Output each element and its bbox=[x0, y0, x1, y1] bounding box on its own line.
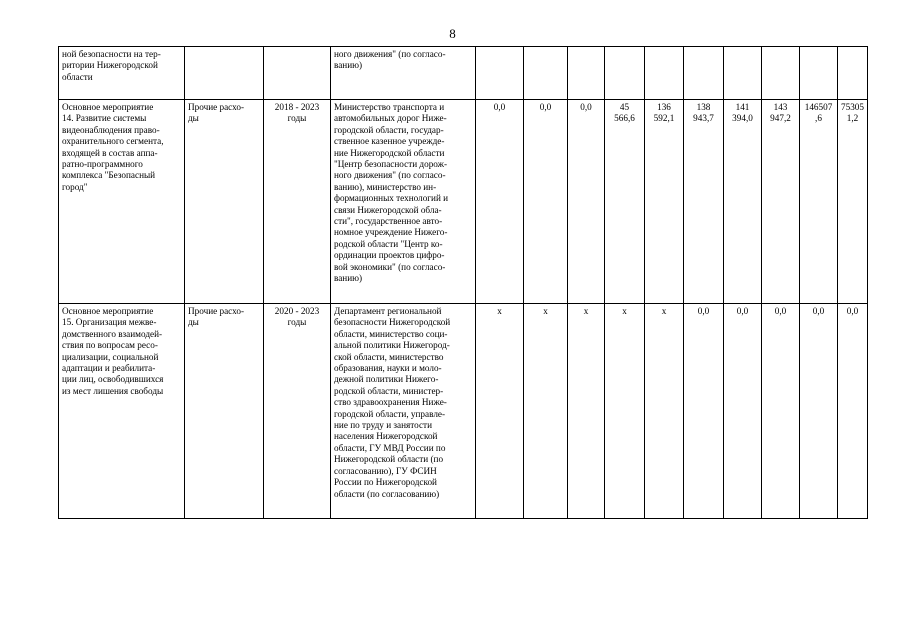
executor-cell-line: Нижегородской области (по bbox=[334, 454, 444, 465]
measure-name-cell-line: из мест лишения свободы bbox=[62, 385, 164, 396]
value-cell-line: 0,0 bbox=[580, 102, 592, 112]
executor-cell-line: ской области, министерство bbox=[334, 351, 444, 362]
executor-cell-line: ванию) bbox=[334, 273, 363, 284]
value-cell bbox=[838, 100, 868, 304]
executor-cell-line: ванию) bbox=[334, 60, 363, 71]
value-cell-line: x bbox=[622, 306, 627, 316]
executor-cell-line: номное учреждение Нижего- bbox=[334, 227, 448, 238]
value-cell bbox=[645, 304, 684, 519]
measure-name-cell-line: ствия по вопросам ресо- bbox=[62, 340, 158, 351]
table-row bbox=[59, 100, 868, 304]
value-cell bbox=[524, 47, 568, 100]
value-cell bbox=[838, 304, 868, 519]
executor-cell-line: образования, науки и моло- bbox=[334, 363, 442, 374]
value-cell-line: 141 bbox=[735, 102, 750, 112]
measure-name-cell-line: 14. Развитие системы bbox=[62, 113, 147, 124]
measure-name-cell-line: ратно-программного bbox=[62, 159, 143, 170]
value-cell bbox=[762, 100, 800, 304]
expense-type-cell bbox=[185, 304, 264, 519]
value-cell-line: 1,2 bbox=[846, 113, 859, 124]
page-number: 8 bbox=[449, 26, 456, 41]
executor-cell-line: России по Нижегородской bbox=[334, 477, 437, 488]
measure-name-cell-line: Основное мероприятие bbox=[62, 102, 154, 112]
executor-cell-line: сти", государственное авто- bbox=[334, 216, 443, 227]
executor-cell-line: Департамент региональной bbox=[334, 306, 442, 316]
value-cell bbox=[800, 47, 838, 100]
value-cell-line: 0,0 bbox=[736, 306, 749, 316]
executor-cell-line: ванию), министерство ин- bbox=[334, 181, 437, 192]
value-cell bbox=[605, 47, 645, 100]
value-cell bbox=[762, 304, 800, 519]
value-cell bbox=[724, 100, 762, 304]
value-cell bbox=[684, 100, 724, 304]
executor-cell-line: ство здравоохранения Ниже- bbox=[334, 397, 447, 408]
value-cell bbox=[724, 304, 762, 519]
expense-type-cell-line: Прочие расхо- bbox=[188, 306, 245, 316]
value-cell bbox=[645, 100, 684, 304]
table-row bbox=[59, 47, 868, 100]
measure-name-cell-line: области bbox=[62, 71, 93, 82]
executor-cell-line: городской области, управле- bbox=[334, 408, 446, 419]
value-cell bbox=[800, 304, 838, 519]
years-cell-line: 2018 - 2023 bbox=[274, 102, 320, 112]
value-cell-line: 0,0 bbox=[493, 102, 506, 112]
value-cell bbox=[568, 47, 605, 100]
measure-name-cell bbox=[59, 47, 185, 100]
executor-cell-line: Министерство транспорта и bbox=[334, 102, 445, 112]
value-cell-line: 45 bbox=[619, 102, 630, 112]
value-cell-line: x bbox=[543, 306, 548, 316]
value-cell bbox=[568, 304, 605, 519]
measure-name-cell bbox=[59, 100, 185, 304]
executor-cell-line: ного движения" (по согласо- bbox=[334, 49, 446, 59]
years-cell-line: годы bbox=[287, 317, 307, 328]
value-cell-line: 146507 bbox=[804, 102, 833, 112]
executor-cell-line: альной политики Нижегород- bbox=[334, 340, 450, 351]
executor-cell-line: вой экономики" (по согласо- bbox=[334, 261, 446, 272]
value-cell bbox=[724, 47, 762, 100]
executor-cell-line: области (по согласованию) bbox=[334, 488, 440, 499]
value-cell bbox=[800, 100, 838, 304]
executor-cell bbox=[331, 100, 476, 304]
value-cell-line: 0,0 bbox=[846, 306, 859, 316]
expense-type-cell-line: ды bbox=[188, 113, 199, 124]
measure-name-cell-line: ной безопасности на тер- bbox=[62, 49, 161, 59]
executor-cell-line: формационных технологий и bbox=[334, 193, 449, 204]
value-cell bbox=[838, 47, 868, 100]
value-cell bbox=[605, 100, 645, 304]
value-cell bbox=[645, 47, 684, 100]
years-cell bbox=[264, 100, 331, 304]
value-cell bbox=[684, 47, 724, 100]
expense-type-cell-line: Прочие расхо- bbox=[188, 102, 245, 112]
value-cell-line: 394,0 bbox=[732, 113, 753, 124]
value-cell-line: 947,2 bbox=[770, 113, 791, 124]
value-cell bbox=[476, 100, 524, 304]
value-cell-line: 592,1 bbox=[653, 113, 675, 124]
value-cell-line: 0,0 bbox=[812, 306, 825, 316]
value-cell bbox=[524, 100, 568, 304]
executor-cell-line: ние по труду и занятости bbox=[334, 420, 432, 431]
value-cell bbox=[476, 47, 524, 100]
value-cell-line: 943,7 bbox=[693, 113, 714, 124]
value-cell-line: 0,0 bbox=[697, 306, 710, 316]
executor-cell-line: "Центр безопасности дорож- bbox=[334, 159, 448, 170]
executor-cell-line: ного движения" (по согласо- bbox=[334, 170, 446, 181]
value-cell bbox=[684, 304, 724, 519]
executor-cell-line: родской области "Центр ко- bbox=[334, 238, 443, 249]
measure-name-cell-line: адаптации и реабилита- bbox=[62, 363, 156, 374]
executor-cell bbox=[331, 304, 476, 519]
value-cell-line: 138 bbox=[696, 102, 711, 112]
value-cell-line: x bbox=[661, 306, 667, 316]
executor-cell-line: области, министерство соци- bbox=[334, 328, 448, 339]
measure-name-cell-line: видеонаблюдения право- bbox=[62, 124, 160, 135]
executor-cell-line: автомобильных дорог Ниже- bbox=[334, 113, 447, 124]
measure-name-cell-line: входящей в состав аппа- bbox=[62, 147, 158, 158]
executor-cell-line: родской области, министер- bbox=[334, 385, 444, 396]
measure-name-cell-line: 15. Организация межве- bbox=[62, 317, 157, 328]
executor-cell-line: безопасности Нижегородской bbox=[334, 317, 451, 328]
measure-name-cell-line: охранительного сегмента, bbox=[62, 136, 164, 147]
program-table bbox=[58, 46, 868, 519]
executor-cell-line: дежной политики Нижего- bbox=[334, 374, 439, 385]
executor-cell-line: населения Нижегородской bbox=[334, 431, 438, 442]
value-cell bbox=[605, 304, 645, 519]
value-cell-line: 136 bbox=[657, 102, 671, 112]
value-cell bbox=[762, 47, 800, 100]
value-cell-line: x bbox=[497, 306, 502, 316]
measure-name-cell-line: циализации, социальной bbox=[62, 351, 159, 362]
measure-name-cell-line: Основное мероприятие bbox=[62, 306, 154, 316]
executor-cell-line: городской области, государ- bbox=[334, 124, 444, 135]
value-cell-line: 0,0 bbox=[774, 306, 787, 316]
value-cell-line: 75305 bbox=[841, 102, 864, 112]
executor-cell-line: ственное казенное учрежде- bbox=[334, 136, 445, 147]
value-cell bbox=[568, 100, 605, 304]
value-cell-line: ,6 bbox=[815, 113, 822, 124]
executor-cell-line: связи Нижегородской обла- bbox=[334, 204, 442, 215]
measure-name-cell-line: комплекса "Безопасный bbox=[62, 170, 156, 181]
value-cell bbox=[524, 304, 568, 519]
value-cell-line: 0,0 bbox=[539, 102, 552, 112]
executor-cell-line: согласованию), ГУ ФСИН bbox=[334, 465, 437, 476]
executor-cell bbox=[331, 47, 476, 100]
measure-name-cell bbox=[59, 304, 185, 519]
years-cell-line: 2020 - 2023 bbox=[274, 306, 320, 316]
value-cell-line: 143 bbox=[773, 102, 788, 112]
value-cell bbox=[476, 304, 524, 519]
value-cell-line: x bbox=[583, 306, 589, 316]
measure-name-cell-line: ритории Нижегородской bbox=[62, 60, 158, 71]
table-row bbox=[59, 304, 868, 519]
expense-type-cell bbox=[185, 100, 264, 304]
executor-cell-line: области, ГУ МВД России по bbox=[334, 442, 446, 453]
expense-type-cell-line: ды bbox=[188, 317, 199, 328]
executor-cell-line: ние Нижегородской области bbox=[334, 147, 445, 158]
measure-name-cell-line: ции лиц, освободившихся bbox=[62, 374, 164, 385]
years-cell bbox=[264, 47, 331, 100]
measure-name-cell-line: город" bbox=[62, 181, 88, 192]
executor-cell-line: ординации проектов цифро- bbox=[334, 250, 445, 261]
expense-type-cell bbox=[185, 47, 264, 100]
value-cell-line: 566,6 bbox=[614, 113, 635, 124]
measure-name-cell-line: домственного взаимодей- bbox=[62, 328, 163, 339]
years-cell-line: годы bbox=[287, 113, 307, 124]
years-cell bbox=[264, 304, 331, 519]
